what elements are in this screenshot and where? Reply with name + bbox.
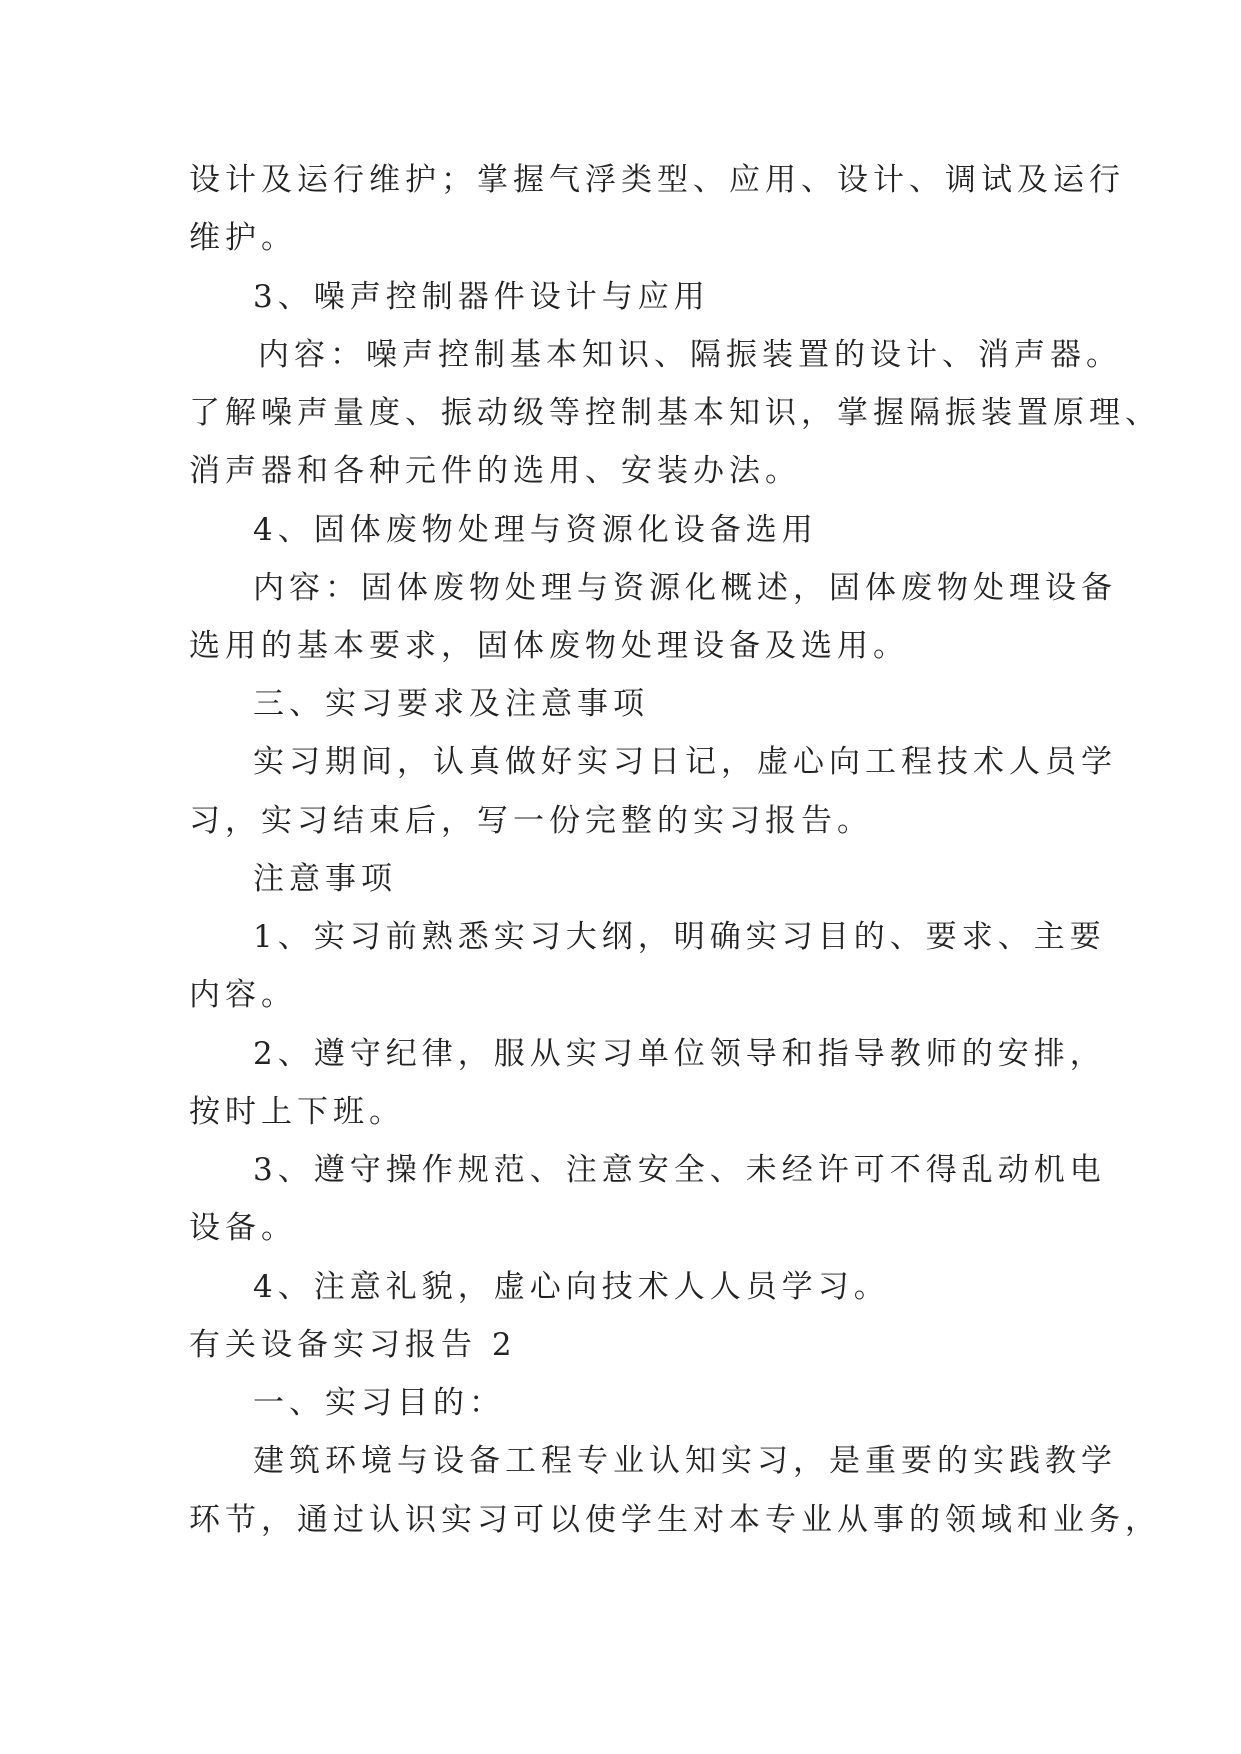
text-line: 设计及运行维护；掌握气浮类型、应用、设计、调试及运行 bbox=[189, 162, 1125, 198]
list-item: 1、实习前熟悉实习大纲，明确实习目的、要求、主要 bbox=[253, 919, 1106, 955]
list-item: 2、遵守纪律，服从实习单位领导和指导教师的安排， bbox=[253, 1036, 1106, 1072]
text-line: 消声器和各种元件的选用、安装办法。 bbox=[189, 453, 801, 489]
text-line: 设备。 bbox=[189, 1210, 297, 1246]
text-line: 内容：固体废物处理与资源化概述，固体废物处理设备 bbox=[253, 570, 1117, 606]
text-line: 内容。 bbox=[189, 977, 297, 1013]
text-line: 维护。 bbox=[189, 220, 297, 256]
list-heading: 3、噪声控制器件设计与应用 bbox=[253, 279, 710, 315]
document-title: 有关设备实习报告 2 bbox=[189, 1327, 517, 1363]
list-item: 3、遵守操作规范、注意安全、未经许可不得乱动机电 bbox=[253, 1152, 1106, 1188]
list-item: 4、注意礼貌，虚心向技术人人员学习。 bbox=[253, 1269, 890, 1305]
text-line: 习，实习结束后，写一份完整的实习报告。 bbox=[189, 803, 873, 839]
text-line: 按时上下班。 bbox=[189, 1094, 405, 1130]
text-line: 内容：噪声控制基本知识、隔振装置的设计、消声器。 bbox=[258, 337, 1122, 373]
section-heading: 一、实习目的： bbox=[253, 1385, 505, 1421]
text-line: 选用的基本要求，固体废物处理设备及选用。 bbox=[189, 628, 909, 664]
text-line: 环节，通过认识实习可以使学生对本专业从事的领域和业务， bbox=[189, 1502, 1161, 1538]
section-heading: 三、实习要求及注意事项 bbox=[253, 686, 649, 722]
text-line: 建筑环境与设备工程专业认知实习，是重要的实践教学 bbox=[253, 1443, 1117, 1479]
text-line: 实习期间，认真做好实习日记，虚心向工程技术人员学 bbox=[253, 744, 1117, 780]
list-heading: 4、固体废物处理与资源化设备选用 bbox=[253, 512, 818, 548]
text-line: 了解噪声量度、振动级等控制基本知识，掌握隔振装置原理、 bbox=[189, 395, 1161, 431]
subsection-heading: 注意事项 bbox=[253, 861, 397, 897]
